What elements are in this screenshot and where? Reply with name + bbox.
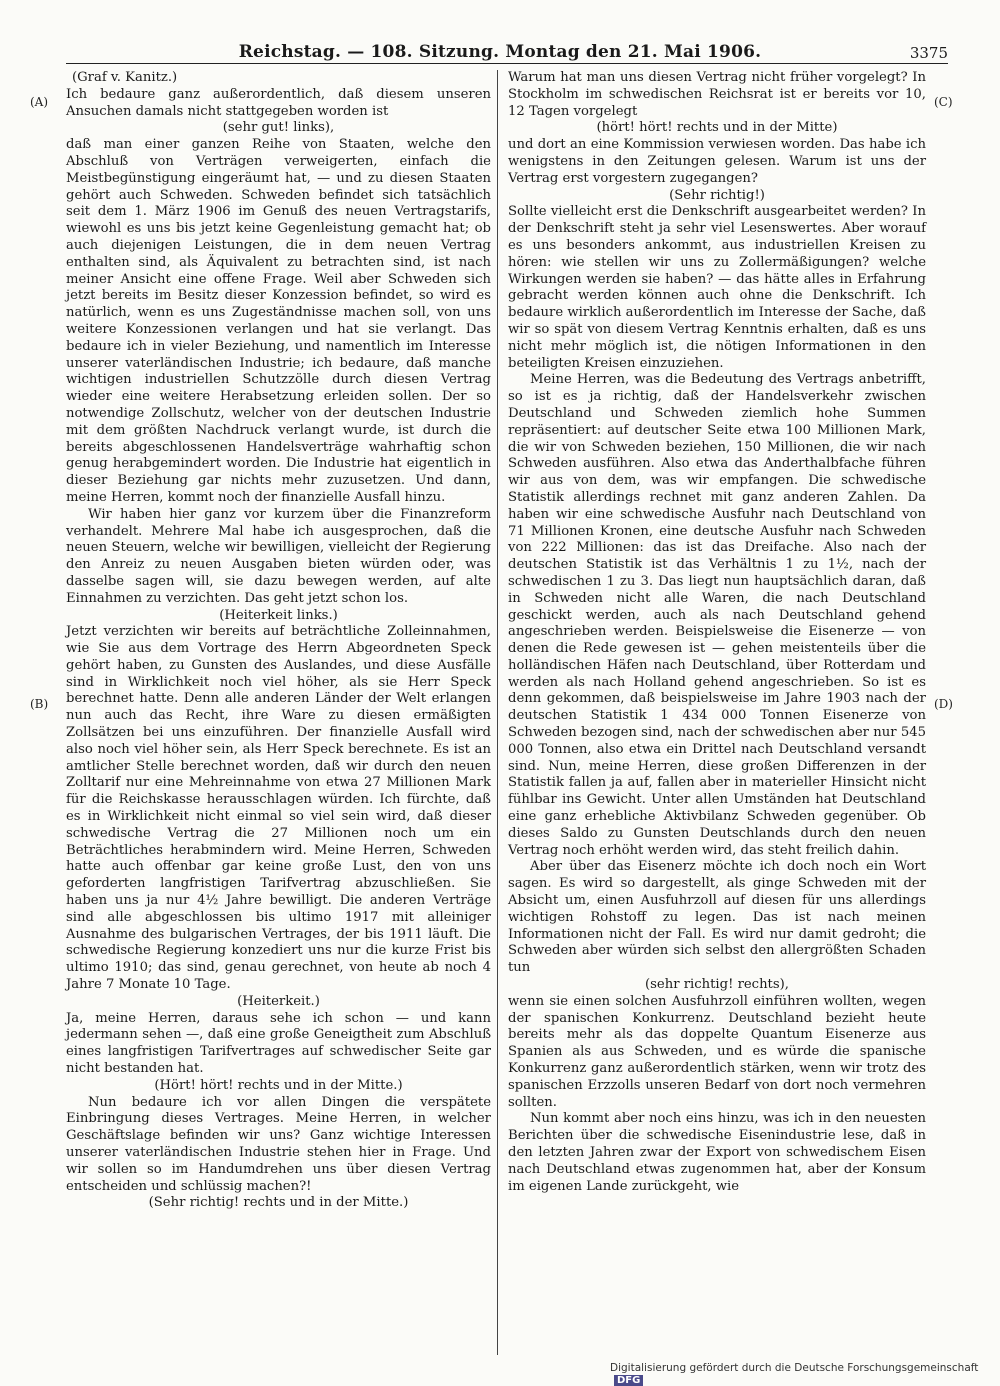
footer-text: Digitalisierung gefördert durch die Deutsche Forschungsgemeinschaft (610, 1362, 979, 1374)
page-header (0, 0, 1000, 60)
left-column (66, 70, 491, 1212)
paragraph: Warum hat man uns diesen Vertrag nicht früher vorgelegt? In Stockholm im schwedischen Reichsrat ist er bereits vor 10, 12 Tagen vorgelegt (508, 70, 926, 119)
margin-marker-a: (A) (30, 95, 49, 109)
margin-marker-c: (C) (934, 95, 953, 109)
dfg-logo: DFG (614, 1375, 643, 1386)
footer-credit (610, 1362, 1000, 1386)
page-number: 3375 (909, 44, 948, 62)
column-divider (497, 70, 498, 1355)
paragraph: und dort an eine Kommission verwiesen worden. Das habe ich wenigstens in den Zeitungen gelesen. Warum ist uns der Vertrag erst vorgestern zugegangen? (508, 137, 926, 186)
paragraph: Jetzt verzichten wir bereits auf beträchtliche Zolleinnahmen, wie Sie aus dem Vortrage des Herrn Abgeordneten Speck gehört haben, zu Gunsten des Auslandes, und diese Ausfälle sind in Wirklichkeit noch viel höher, als sie Herr Speck berechnet hatte. Denn alle anderen Länder der Welt erlangen nun auch das Recht, ihre Ware zu diesen ermäßigten Zollsätzen bei uns einzuführen. Der finanzielle Ausfall wird also noch viel höher sein, als Herr Speck berechnete. Es ist an amtlicher Stelle berechnet worden, daß wir durch den neuen Zolltarif nur eine Mehreinnahme von etwa 27 Millionen Mark für die Reichskasse herausschlagen würden. Ich fürchte, daß es in Wirklichkeit nicht einmal so viel sein wird, daß dieser schwedische Vertrag die 27 Millionen noch um ein Beträchtliches herabmindern wird. Meine Herren, Schweden hatte auch offenbar gar keine große Lust, den von uns geforderten langfristigen Tarifvertrag abzuschließen. Sie haben uns ja nur 4½ Jahre bewilligt. Die anderen Verträge sind alle abgeschlossen bis ultimo 1917 mit alleiniger Ausnahme des bulgarischen Vertrages, der bis 1911 läuft. Die schwedische Regierung konzediert uns nur die kurze Frist bis ultimo 1910; das sind, genau gerechnet, von heute ab noch 4 Jahre 7 Monate 10 Tage. (66, 624, 491, 993)
margin-marker-b: (B) (30, 697, 49, 711)
paragraph: Aber über das Eisenerz möchte ich doch noch ein Wort sagen. Es wird so dargestellt, als ginge Schweden mit der Absicht um, einen Ausfuhrzoll auf diesen für uns allerdings wichtigen Rohstoff zu legen. Das ist nach meinen Informationen nicht der Fall. Es wird nur damit gedroht; die Schweden aber würden sich selbst den allergrößten Schaden tun (508, 859, 926, 976)
right-column (508, 70, 926, 1195)
interjection: (Sehr richtig! rechts und in der Mitte.) (148, 1195, 409, 1211)
interjection: (Heiterkeit.) (237, 993, 320, 1009)
page-title: Reichstag. — 108. Sitzung. Montag den 21. Mai 1906. (238, 42, 762, 62)
paragraph: daß man einer ganzen Reihe von Staaten, welche den Abschluß von Verträgen verweigerten, einfach die Meistbegünstigung eingeräumt hat, — und zu diesen Staaten gehört auch Schweden. Schweden befindet sich tatsächlich seit dem 1. März 1906 im Genuß des neuen Vertragstarifs, wiewohl es uns bis jetzt keine Gegenleistung gemacht hat; ob auch diejenigen Leistungen, die in dem neuen Vertrag enthalten sind, als Äquivalent zu betrachten sind, ist nach meiner Ansicht eine offene Frage. Weil aber Schweden sich jetzt bereits im Besitz dieser Konzession befindet, so wird es natürlich, wenn es uns Zugeständnisse machen soll, von uns weitere Konzessionen verlangen und hat sie verlangt. Das bedaure ich in vieler Beziehung, und namentlich im Interesse unserer vaterländischen Industrie; ich bedaure, daß manche wichtigen industriellen Schutzzölle durch diesen Vertrag wieder eine weitere Herabsetzung erleiden sollen. Der so notwendige Zollschutz, welcher von der deutschen Industrie mit dem größten Nachdruck verlangt wurde, ist durch die bereits abgeschlossenen Handelsverträge wahrhaftig schon genug herabgemindert worden. Die Industrie hat eigentlich in dieser Beziehung gar nichts mehr zuzusetzen. Und dann, meine Herren, kommt noch der finanzielle Ausfall hinzu. (66, 137, 491, 505)
paragraph: Ich bedaure ganz außerordentlich, daß diesem unseren Ansuchen damals nicht stattgegeben worden ist (66, 86, 491, 119)
paragraph: Wir haben hier ganz vor kurzem über die Finanzreform verhandelt. Mehrere Mal habe ich ausgesprochen, daß die neuen Steuern, welche wir bewilligen, vielleicht der Regierung den Anreiz zu neuen Ausgaben bieten würden oder, was dasselbe sagen will, sie dazu bewegen werden, auf alte Einnahmen zu verzichten. Das geht jetzt schon los. (66, 506, 491, 606)
interjection: (sehr richtig! rechts), (645, 977, 789, 993)
paragraph: Nun kommt aber noch eins hinzu, was ich in den neuesten Berichten über die schwedische Eisenindustrie lese, daß in den letzten Jahren zwar der Export von schwedischem Eisen nach Deutschland etwas zugenommen hat, aber der Konsum im eigenen Lande zurückgeht, wie (508, 1111, 926, 1194)
paragraph: Sollte vielleicht erst die Denkschrift ausgearbeitet werden? In der Denkschrift steht ja sehr viel Lesenswertes. Aber worauf es uns besonders ankommt, aus industriellen Kreisen zu hören: wie stellen wir uns zu Zollermäßigungen? welche Wirkungen werden sie haben? — das hätte alles in Erfahrung gebracht werden können auch ohne die Denkschrift. Ich bedaure wirklich außerordentlich im Interesse der Sache, daß wir so spät von diesem Vertrag Kenntnis erhalten, daß es uns nicht mehr möglich ist, die nötigen Informationen in den beteiligten Kreisen einzuziehen. (508, 204, 926, 371)
header-rule (66, 63, 948, 64)
speaker-label: (Graf v. Kanitz.) (72, 70, 178, 85)
paragraph: wenn sie einen solchen Ausfuhrzoll einführen wollten, wegen der spanischen Konkurrenz. Deutschland bezieht heute bereits mehr als das doppelte Quantum Eisenerze aus Spanien als aus Schweden, und es würde die spanische Konkurrenz ganz außerordentlich stärken, wenn wir trotz des spanischen Erzzolls unseren Bedarf von dort noch vermehren sollten. (508, 993, 926, 1110)
interjection: (hört! hört! rechts und in der Mitte) (596, 120, 838, 136)
interjection: (sehr gut! links), (222, 120, 335, 136)
interjection: (Heiterkeit links.) (219, 607, 338, 623)
paragraph: Meine Herren, was die Bedeutung des Vertrags anbetrifft, so ist es ja richtig, daß der Handelsverkehr zwischen Deutschland und Schweden ziemlich hohe Summen repräsentiert: auf deutscher Seite etwa 100 Millionen Mark, die wir von Schweden beziehen, 150 Millionen, die wir nach Schweden ausführen. Also etwa das Anderthalbfache führen wir aus von dem, was wir empfangen. Die schwedische Statistik allerdings rechnet mit ganz anderen Zahlen. Da haben wir eine schwedische Ausfuhr nach Deutschland von 71 Millionen Kronen, eine deutsche Ausfuhr nach Schweden von 222 Millionen: das ist das Dreifache. Also nach der deutschen Statistik ist das Verhältnis 1 zu 1½, nach der schwedischen 1 zu 3. Das liegt nun hauptsächlich daran, daß in Schweden nicht alle Waren, die nach Deutschland geschickt werden, auch als nach Deutschland gehend angeschrieben werden. Beispielsweise die Eisenerze — von denen die Rede gewesen ist — gehen meistenteils über die holländischen Häfen nach Deutschland, über Rotterdam und werden als nach Holland gehend angeschrieben. So ist es denn gekommen, daß beispielsweise im Jahre 1903 nach der deutschen Statistik 1 434 000 Tonnen Eisenerze von Schweden bezogen sind, nach der schwedischen aber nur 545 000 Tonnen, also etwa ein Drittel nach Deutschland versandt sind. Nun, meine Herren, diese großen Differenzen in der Statistik fallen ja auf, fallen aber in materieller Hinsicht nicht fühlbar ins Gewicht. Unter allen Umständen hat Deutschland eine ganz erhebliche Aktivbilanz Schweden gegenüber. Ob dieses Saldo zu Gunsten Deutschlands durch den neuen Vertrag noch erhöht werden wird, das steht freilich dahin. (508, 372, 926, 858)
interjection: (Sehr richtig!) (669, 187, 765, 203)
paragraph: Ja, meine Herren, daraus sehe ich schon — und kann jedermann sehen —, daß eine große Geneigtheit zum Abschluß eines langfristigen Tarifvertrages auf schwedischer Seite gar nicht bestanden hat. (66, 1010, 491, 1077)
paragraph: Nun bedaure ich vor allen Dingen die verspätete Einbringung dieses Vertrages. Meine Herren, in welcher Geschäftslage befinden wir uns? Ganz wichtige Interessen unserer vaterländischen Industrie stehen hier in Frage. Und wir sollen so im Handumdrehen uns über diesen Vertrag entscheiden und schlüssig machen?! (66, 1094, 491, 1194)
interjection: (Hört! hört! rechts und in der Mitte.) (154, 1077, 403, 1093)
margin-marker-d: (D) (934, 697, 953, 711)
